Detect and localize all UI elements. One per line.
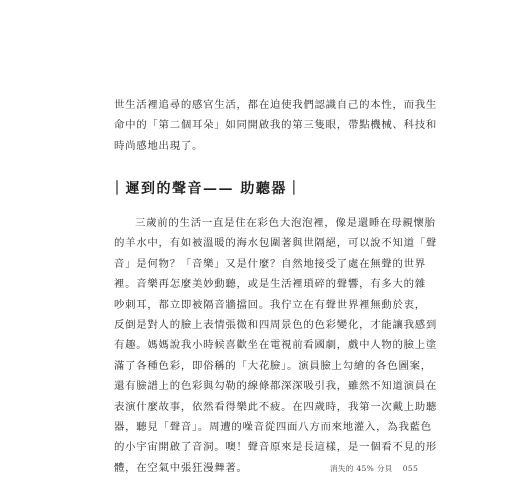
text-line: 表演什麼故事，依然看得樂此不疲。在四歲時，我第一次戴上助聽: [114, 400, 438, 413]
text-line: 的小宇宙開啟了音洞。噢！聲音原來是長這樣，是一個看不見的形: [114, 441, 438, 454]
text-line: 體，在空氣中張狂漫舞著。: [114, 461, 248, 474]
text-line: 音」是何物？「音樂」又是什麼？自然地接受了處在無聲的世界: [114, 257, 426, 270]
intro-paragraph: [114, 95, 438, 156]
page-number: 055: [402, 464, 419, 473]
text-line: 有趣。媽媽說我小時候喜歡坐在電視前看國劇，戲中人物的臉上塗: [114, 339, 438, 352]
text-line: 命中的「第二個耳朵」如同開啟我的第三隻眼，帶點機械、科技和: [114, 119, 438, 132]
running-title: 消失的 45% 分貝: [330, 464, 393, 473]
text-line: 三歲前的生活一直是住在彩色大泡泡裡，像是還睡在母親懷胎: [135, 217, 436, 229]
text-line: 時尚感地出現了。: [114, 139, 204, 152]
text-line: 還有臉譜上的色彩與勾勒的線條都深深吸引我，雖然不知道演員在: [114, 380, 438, 393]
text-line: 反倒是對人的臉上表情張微和四周景色的色彩變化，才能讓我感到: [114, 318, 438, 331]
text-line: 器，聽見「聲音」。周遭的噪音從四面八方而來地灌入，為我藍色: [114, 420, 432, 433]
text-line: 裡。音樂再怎麼美妙動聽，或是生活裡瑣碎的聲響，有多大的雜: [114, 278, 426, 291]
section-heading: ｜遲到的聲音—— 助聽器｜: [110, 181, 303, 197]
text-line: 的羊水中，有如被溫暖的海水包圍著與世隔絕，可以說不知道「聲: [114, 237, 438, 250]
text-line: 吵刺耳，都立即被隔音牆擋回。我佇立在有聲世界裡無動於衷，: [114, 298, 426, 311]
text-line: 滿了各種色彩，即俗稱的「大花臉」。演員臉上勾繪的各色圖案，: [114, 359, 432, 372]
page-footer: [330, 463, 418, 474]
text-line: 世生活裡追尋的感官生活，都在迫使我們認識自己的本性，而我生: [114, 99, 438, 111]
